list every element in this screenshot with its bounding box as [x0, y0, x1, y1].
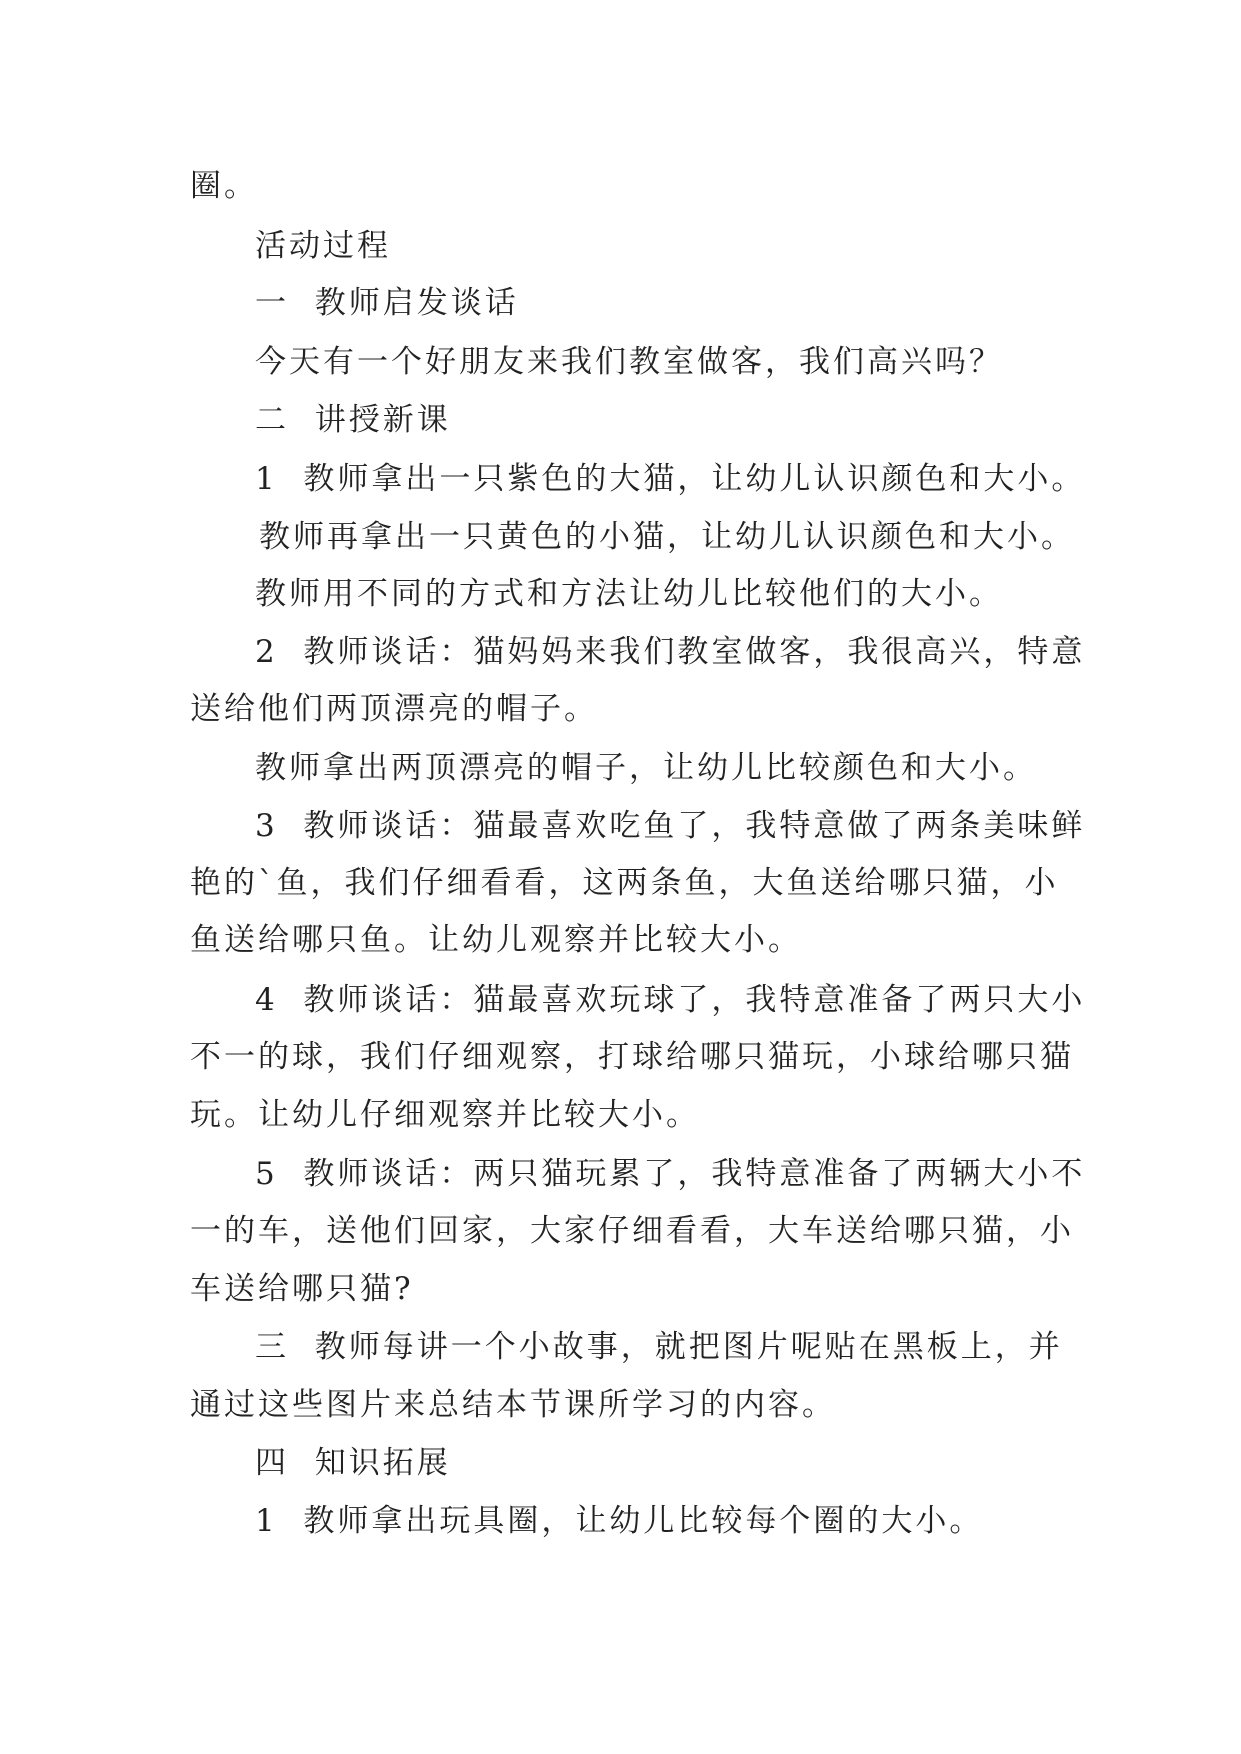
text-line-18: 一的车，送他们回家，大家仔细看看，大车送给哪只猫，小: [190, 1213, 1074, 1249]
text-line-activity-process: 活动过程: [255, 228, 391, 264]
heading-section-2: 二 讲授新课: [255, 402, 451, 438]
text-line-14: 4 教师谈话：猫最喜欢玩球了，我特意准备了两只大小: [255, 982, 1086, 1018]
text-line-15: 不一的球，我们仔细观察，打球给哪只猫玩，小球给哪只猫: [190, 1039, 1074, 1075]
text-line-23: 1 教师拿出玩具圈，让幼儿比较每个圈的大小。: [255, 1503, 984, 1539]
text-line-10: 教师拿出两顶漂亮的帽子，让幼儿比较颜色和大小。: [255, 750, 1037, 786]
text-line-12: 艳的`鱼，我们仔细看看，这两条鱼，大鱼送给哪只猫，小: [190, 865, 1059, 901]
text-line-5: 1 教师拿出一只紫色的大猫，让幼儿认识颜色和大小。: [255, 461, 1086, 497]
text-line-0: 圈。: [190, 168, 258, 204]
text-line-13: 鱼送给哪只鱼。让幼儿观察并比较大小。: [190, 922, 802, 958]
text-line-21: 通过这些图片来总结本节课所学习的内容。: [190, 1387, 836, 1423]
text-line-16: 玩。让幼儿仔细观察并比较大小。: [190, 1097, 700, 1133]
text-line-3: 今天有一个好朋友来我们教室做客，我们高兴吗？: [255, 344, 1003, 380]
text-line-11: 3 教师谈话：猫最喜欢吃鱼了，我特意做了两条美味鲜: [255, 808, 1086, 844]
heading-section-3: 三 教师每讲一个小故事，就把图片呢贴在黑板上，并: [255, 1329, 1063, 1365]
heading-section-1: 一 教师启发谈话: [255, 285, 519, 321]
heading-section-4: 四 知识拓展: [255, 1445, 451, 1481]
text-line-6: 教师再拿出一只黄色的小猫，让幼儿认识颜色和大小。: [259, 519, 1075, 555]
text-line-17: 5 教师谈话：两只猫玩累了，我特意准备了两辆大小不: [255, 1156, 1086, 1192]
text-line-8: 2 教师谈话：猫妈妈来我们教室做客，我很高兴，特意: [255, 634, 1086, 670]
text-line-9: 送给他们两顶漂亮的帽子。: [190, 691, 598, 727]
text-line-7: 教师用不同的方式和方法让幼儿比较他们的大小。: [255, 576, 1003, 612]
text-line-19: 车送给哪只猫?: [190, 1271, 414, 1307]
